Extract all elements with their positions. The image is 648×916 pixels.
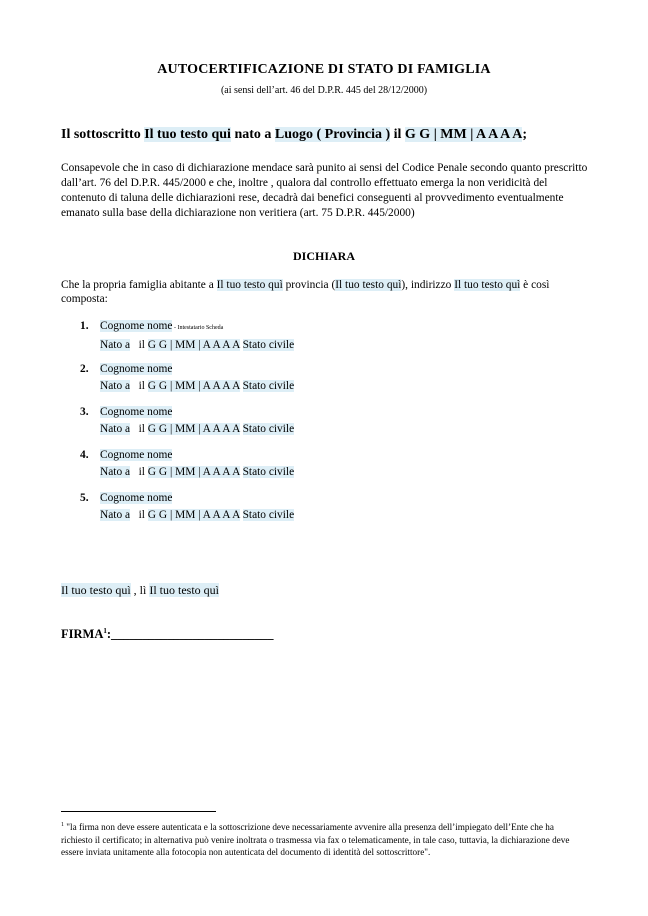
declarant-name-field[interactable]: Il tuo testo qui xyxy=(144,127,231,142)
composta-text-2: provincia ( xyxy=(282,279,336,291)
member-stato-civile-field[interactable]: Stato civile xyxy=(242,423,295,435)
member-stato-civile-field[interactable]: Stato civile xyxy=(242,509,295,521)
member-name-field[interactable]: Cognome nome xyxy=(100,492,173,504)
intro-nato-a: nato a xyxy=(230,127,275,142)
composta-text-1: Che la propria famiglia abitante a xyxy=(61,279,217,291)
member-date-field[interactable]: G G | MM | A A A A xyxy=(147,423,240,435)
member-stato-civile-field[interactable]: Stato civile xyxy=(242,339,295,351)
member-name-field[interactable]: Cognome nome xyxy=(100,449,173,461)
birthdate-field[interactable]: G G | MM | A A A A xyxy=(404,127,523,142)
family-member-4 xyxy=(80,447,294,481)
place-field[interactable]: Il tuo testo quì xyxy=(61,583,131,597)
intro-suffix: ; xyxy=(522,127,528,142)
family-member-1 xyxy=(80,318,294,354)
family-member-5 xyxy=(80,490,294,524)
member-name-field[interactable]: Cognome nome xyxy=(100,406,173,418)
member-date-field[interactable]: G G | MM | A A A A xyxy=(147,380,240,392)
member-nato-a-field[interactable]: Nato a xyxy=(100,509,131,521)
province-field[interactable]: Il tuo testo quì xyxy=(335,279,402,291)
member-number: 2. xyxy=(80,363,89,375)
member-number: 4. xyxy=(80,449,89,461)
member-number: 1. xyxy=(80,320,89,332)
member-stato-civile-field[interactable]: Stato civile xyxy=(242,380,295,392)
footnote-reference: 1 xyxy=(103,627,107,635)
member-il: il xyxy=(138,339,145,351)
member-il: il xyxy=(138,466,145,478)
member-stato-civile-field[interactable]: Stato civile xyxy=(242,466,295,478)
member-date-field[interactable]: G G | MM | A A A A xyxy=(147,466,240,478)
member-nato-a-field[interactable]: Nato a xyxy=(100,423,131,435)
member-nato-a-field[interactable]: Nato a xyxy=(100,466,131,478)
member-number: 5. xyxy=(80,492,89,504)
document-subtitle: (ai sensi dell’art. 46 del D.P.R. 445 del 28/12/2000) xyxy=(220,85,428,96)
address-field[interactable]: Il tuo testo quì xyxy=(454,279,521,291)
footnote-text: "la firma non deve essere autenticata e la sottoscrizione deve necessariamente avvenire alla presenza dell’impiegato dell’Ente che ha richiesto il certificato; in alternativa può venire inoltrata o trasmessa via fax o telematicamente, in tale caso, tuttavia, la dichiarazione deve essere inviata unitamente alla fotocopia non autenticata del documento di identità del sottoscrittore". xyxy=(61,822,570,858)
signature-line xyxy=(61,627,274,642)
composta-text-3: ), indirizzo xyxy=(401,279,455,291)
member-date-field[interactable]: G G | MM | A A A A xyxy=(147,339,240,351)
member-il: il xyxy=(138,380,145,392)
declarant-line xyxy=(61,127,527,143)
member-date-field[interactable]: G G | MM | A A A A xyxy=(147,509,240,521)
member-name-field[interactable]: Cognome nome xyxy=(100,363,173,375)
member-il: il xyxy=(138,423,145,435)
family-address-paragraph xyxy=(61,278,591,306)
intro-il: il xyxy=(390,127,405,142)
place-date-line xyxy=(61,583,219,598)
member-nato-a-field[interactable]: Nato a xyxy=(100,380,131,392)
city-field[interactable]: Il tuo testo quì xyxy=(216,279,283,291)
dichiara-heading: DICHIARA xyxy=(292,249,355,263)
footnote xyxy=(61,819,581,859)
declaration-paragraph: Consapevole che in caso di dichiarazione mendace sarà punito ai sensi del Codice Penale secondo quanto prescritto dall’art. 76 del D.P.R. 445/2000 e che, inoltre , qualora dal controllo effettuato emerga la non veridicità del contenuto di taluna delle dichiarazioni rese, decadrà dai benefici conseguenti al provvedimento eventualmente emanato sulla base della dichiarazione non veritiera (art. 75 D.P.R. 445/2000) xyxy=(61,162,588,219)
member-nato-a-field[interactable]: Nato a xyxy=(100,339,131,351)
family-member-3 xyxy=(80,404,294,438)
footnote-separator xyxy=(61,811,216,812)
place-separator: , lì xyxy=(130,583,150,597)
composta-text-4: è così composta: xyxy=(61,279,550,305)
member-number: 3. xyxy=(80,406,89,418)
date-field[interactable]: Il tuo testo quì xyxy=(149,583,220,597)
member-name-field[interactable]: Cognome nome xyxy=(100,320,173,332)
birthplace-field[interactable]: Luogo ( Provincia ) xyxy=(274,127,391,142)
signature-blank: :__________________________ xyxy=(106,627,274,642)
family-member-2 xyxy=(80,361,294,395)
footnote-number: 1 xyxy=(61,822,64,828)
intro-prefix: Il sottoscritto xyxy=(61,127,145,142)
member-note: - Intestatario Scheda xyxy=(172,325,224,331)
document-title: AUTOCERTIFICAZIONE DI STATO DI FAMIGLIA xyxy=(157,62,491,77)
signature-label: FIRMA xyxy=(61,627,104,642)
member-il: il xyxy=(138,509,145,521)
